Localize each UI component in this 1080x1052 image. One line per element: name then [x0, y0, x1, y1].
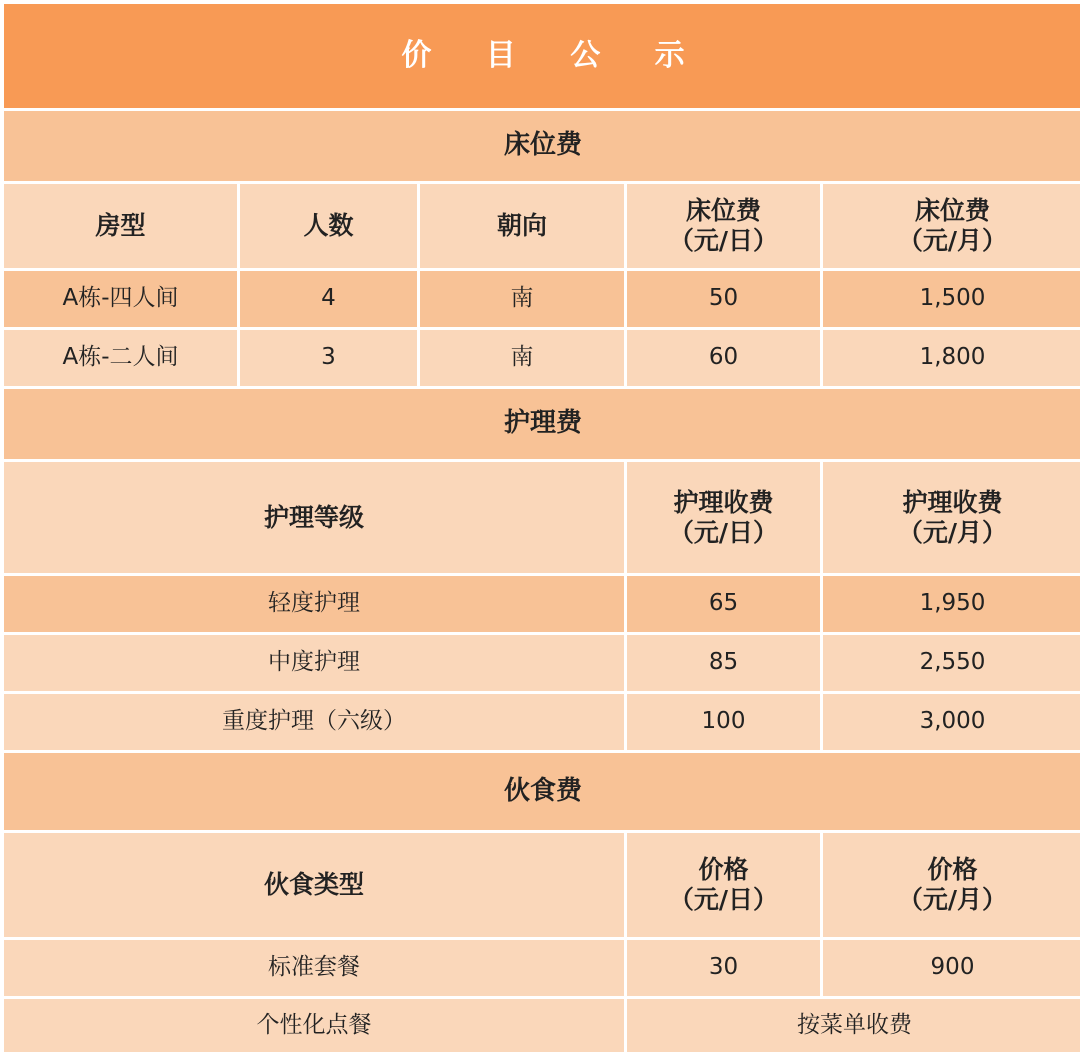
bed-row-1-daily: 50: [627, 271, 820, 327]
bed-row-1-monthly: 1,500: [823, 271, 1080, 327]
bed-row-2-people: 3: [240, 330, 417, 386]
care-row-2-level: 中度护理: [4, 635, 624, 691]
header-meal-daily: [627, 833, 820, 937]
section-bed-fee: 床位费: [4, 111, 1080, 181]
header-meal-daily-line1: 价格: [698, 855, 749, 884]
header-care-monthly: [823, 462, 1080, 573]
bed-row-1-people: 4: [240, 271, 417, 327]
care-row-1-level: 轻度护理: [4, 576, 624, 632]
care-row-1-daily: 65: [627, 576, 820, 632]
header-meal-daily-line2: （元/日）: [668, 885, 779, 914]
header-care-monthly-line1: 护理收费: [902, 487, 1003, 517]
page-title: 价 目 公 示: [4, 4, 1080, 108]
header-room-type: 房型: [4, 184, 237, 268]
header-orientation: 朝向: [420, 184, 624, 268]
bed-row-2-room-type: A栋-二人间: [4, 330, 237, 386]
bed-row-1-orientation: 南: [420, 271, 624, 327]
care-row-3-monthly: 3,000: [823, 694, 1080, 750]
header-meal-monthly-line2: （元/月）: [897, 885, 1008, 914]
header-bed-daily-line1: 床位费: [685, 196, 761, 225]
care-row-2-monthly: 2,550: [823, 635, 1080, 691]
header-care-daily-line2: （元/日）: [668, 517, 779, 547]
header-meal-monthly-line1: 价格: [927, 855, 978, 884]
header-bed-daily: [627, 184, 820, 268]
care-row-3-daily: 100: [627, 694, 820, 750]
header-care-level: 护理等级: [4, 462, 624, 573]
section-care-fee: 护理费: [4, 389, 1080, 459]
bed-row-2-monthly: 1,800: [823, 330, 1080, 386]
header-people: 人数: [240, 184, 417, 268]
care-row-3-level: 重度护理（六级）: [4, 694, 624, 750]
header-meal-type: 伙食类型: [4, 833, 624, 937]
header-bed-monthly-line1: 床位费: [914, 196, 990, 225]
header-bed-monthly-line2: （元/月）: [897, 226, 1008, 255]
header-bed-monthly: [823, 184, 1080, 268]
bed-row-1-room-type: A栋-四人间: [4, 271, 237, 327]
price-table: [4, 4, 1076, 1039]
header-care-monthly-line2: （元/月）: [897, 517, 1008, 547]
header-care-daily-line1: 护理收费: [673, 487, 774, 517]
meal-row-1-type: 标准套餐: [4, 940, 624, 996]
bed-row-2-orientation: 南: [420, 330, 624, 386]
header-meal-monthly: [823, 833, 1080, 937]
section-meal-fee: 伙食费: [4, 753, 1080, 830]
meal-row-1-daily: 30: [627, 940, 820, 996]
meal-custom-type: 个性化点餐: [4, 999, 624, 1052]
header-bed-daily-line2: （元/日）: [668, 226, 779, 255]
header-care-daily: [627, 462, 820, 573]
care-row-1-monthly: 1,950: [823, 576, 1080, 632]
meal-custom-price: 按菜单收费: [627, 999, 1080, 1052]
care-row-2-daily: 85: [627, 635, 820, 691]
bed-row-2-daily: 60: [627, 330, 820, 386]
meal-row-1-monthly: 900: [823, 940, 1080, 996]
